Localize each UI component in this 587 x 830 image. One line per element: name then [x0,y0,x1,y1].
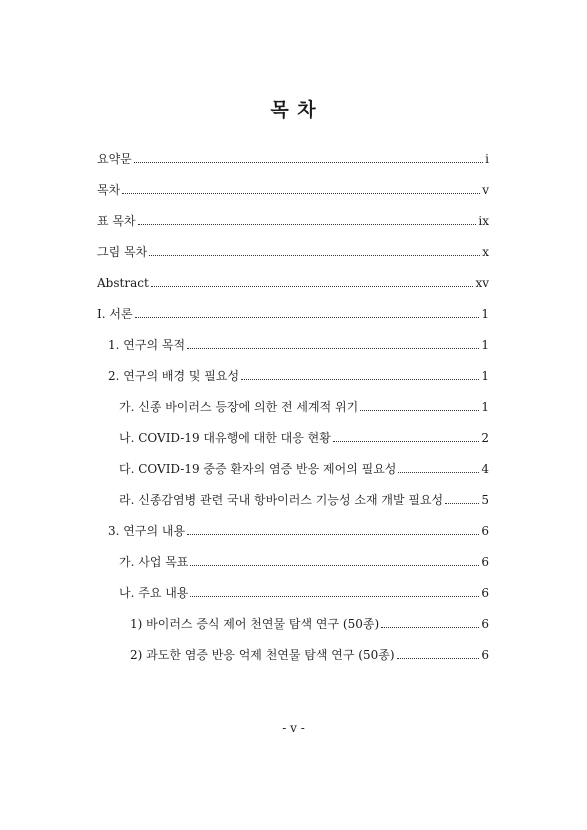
toc-entry[interactable] [97,337,489,368]
toc-entry-label: 나. 주요 내용 [119,586,189,600]
toc-entry-label: 라. 신종감염병 관련 국내 항바이러스 기능성 소재 개발 필요성 [119,493,444,507]
toc-entry-page: 1 [481,307,489,321]
toc-entry[interactable] [97,244,489,275]
toc-leader-dots [190,554,479,566]
toc-entry[interactable] [97,368,489,399]
toc-entry-page: v [482,183,489,197]
toc-entry-page: 1 [481,400,489,414]
toc-entry-label: 2) 과도한 염증 반응 억제 천연물 탐색 연구 (50종) [130,648,395,662]
toc-entry-label: 3. 연구의 내용 [108,524,186,538]
toc-entry[interactable] [97,523,489,554]
toc-entry-label: Abstract [97,276,149,290]
toc-leader-dots [149,244,480,256]
toc-entry-label: 1) 바이러스 증식 제어 천연물 탐색 연구 (50종) [130,617,380,631]
toc-entry-page: 6 [481,555,489,569]
toc-leader-dots [138,213,477,225]
toc-entry-page: x [482,245,489,259]
toc-leader-dots [381,616,479,628]
toc-entry[interactable] [97,399,489,430]
page-title: 목 차 [270,99,317,121]
toc-entry-label: 가. 사업 목표 [119,555,189,569]
toc-leader-dots [187,523,479,535]
toc-entry[interactable] [97,430,489,461]
toc-entry[interactable] [97,151,489,182]
toc-entry-page: 6 [481,586,489,600]
toc-entry[interactable] [97,213,489,244]
toc-leader-dots [122,182,480,194]
toc-entry-label: 표 목차 [97,214,136,228]
toc-leader-dots [190,585,479,597]
toc-entry[interactable] [97,585,489,616]
toc-leader-dots [333,430,480,442]
toc-leader-dots [134,151,483,163]
toc-entry-page: 6 [481,617,489,631]
toc-entry-label: 그림 목차 [97,245,148,259]
toc-entry-page: 6 [481,524,489,538]
toc-entry-label: 나. COVID-19 대유행에 대한 대응 현황 [119,431,331,445]
toc-entry-page: 4 [481,462,489,476]
toc-entry-label: 1. 연구의 목적 [108,338,186,352]
toc-leader-dots [397,647,480,659]
toc-entry-page: ix [478,214,489,228]
toc-entry-label: 다. COVID-19 중증 환자의 염증 반응 제어의 필요성 [119,462,397,476]
toc-entry-label: I. 서론 [97,307,133,321]
toc-leader-dots [398,461,479,473]
page-footer: - v - [282,721,305,735]
toc-entry-label: 목차 [97,183,121,197]
toc-entry[interactable] [97,306,489,337]
toc-leader-dots [241,368,479,380]
toc-entry[interactable] [97,616,489,647]
toc-leader-dots [187,337,479,349]
toc-entry-page: 1 [481,369,489,383]
toc-entry[interactable] [97,554,489,585]
toc-entry[interactable] [97,647,489,678]
toc-entry-label: 2. 연구의 배경 및 필요성 [108,369,240,383]
toc-entry[interactable] [97,492,489,523]
toc-leader-dots [151,275,474,287]
toc-entry-page: xv [475,276,489,290]
toc-leader-dots [360,399,479,411]
toc-entry-page: 5 [481,493,489,507]
toc-entry-label: 가. 신종 바이러스 등장에 의한 전 세계적 위기 [119,400,359,414]
toc-entry-page: i [485,152,489,166]
toc-entry[interactable] [97,275,489,306]
toc-leader-dots [135,306,480,318]
toc-entry-label: 요약문 [97,152,132,166]
toc-entry-page: 2 [481,431,489,445]
toc-entry-page: 1 [481,338,489,352]
toc-entry-page: 6 [481,648,489,662]
table-of-contents [97,151,489,678]
toc-entry[interactable] [97,461,489,492]
toc-leader-dots [445,492,479,504]
toc-entry[interactable] [97,182,489,213]
